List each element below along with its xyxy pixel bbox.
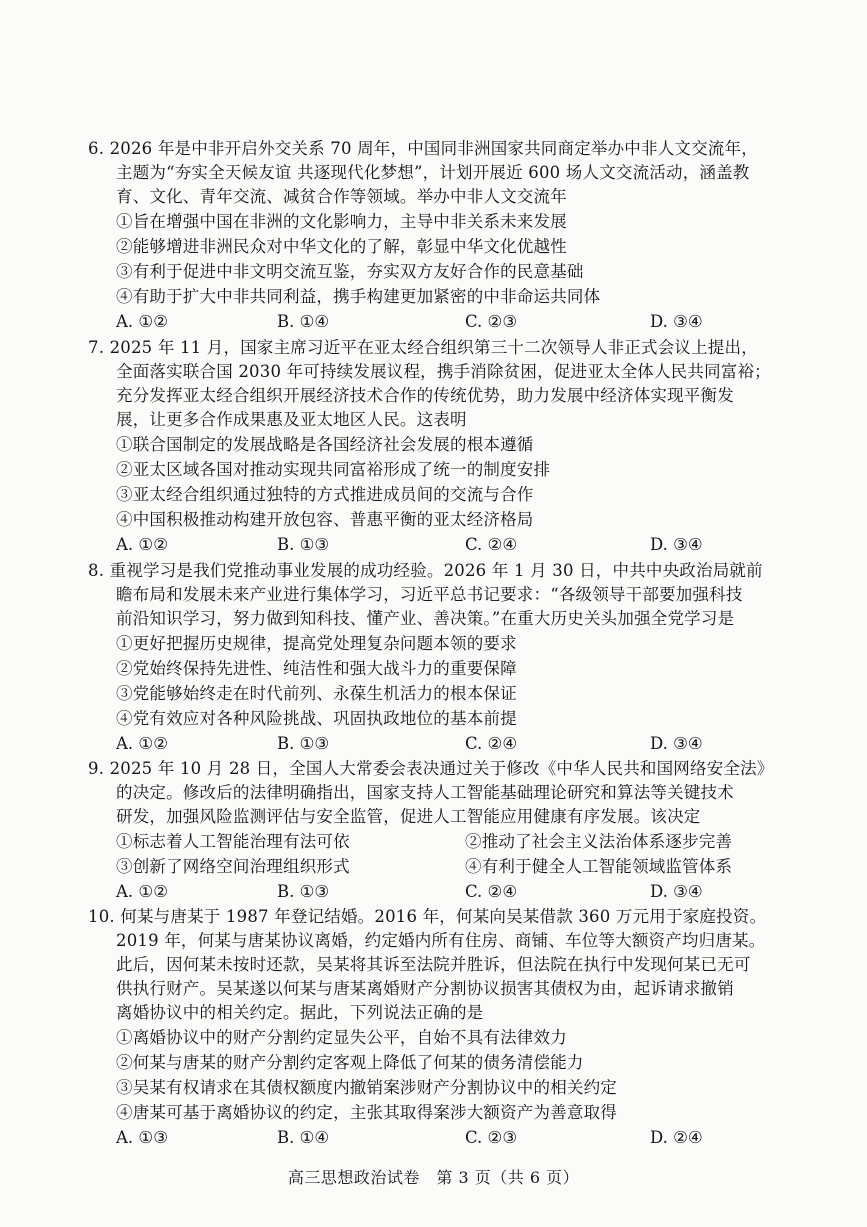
answer-choice-b: B. ①③ — [277, 734, 330, 753]
question-stem-line: 7. 2025 年 11 月，国家主席习近平在亚太经合组织第三十二次领导人非正式会议上提出， — [88, 338, 758, 357]
option-statement: ①标志着人工智能治理有法可依 — [116, 832, 350, 851]
option-statement: ②何某与唐某的财产分割约定客观上降低了何某的债务清偿能力 — [116, 1053, 584, 1072]
option-statement: ①联合国制定的发展战略是各国经济社会发展的根本遵循 — [116, 435, 534, 454]
answer-choice-a: A. ①② — [116, 535, 168, 554]
option-statement: ①旨在增强中国在非洲的文化影响力，主导中非关系未来发展 — [116, 212, 567, 231]
answer-choice-b: B. ①④ — [277, 1128, 330, 1147]
page-footer: 高三思想政治试卷 第 3 页（共 6 页） — [287, 1168, 580, 1187]
answer-choice-b: B. ①③ — [277, 535, 330, 554]
question-stem-line: 主题为“夯实全天候友谊 共逐现代化梦想”，计划开展近 600 场人文交流活动，涵盖教 — [116, 163, 750, 182]
answer-choice-d: D. ②④ — [650, 1128, 703, 1147]
question-stem-line: 2019 年，何某与唐某协议离婚，约定婚内所有住房、商铺、车位等大额资产均归唐某。 — [116, 931, 766, 950]
question-stem-line: 充分发挥亚太经合组织开展经济技术合作的传统优势，助力发展中经济体实现平衡发 — [116, 386, 734, 405]
answer-choice-b: B. ①③ — [277, 882, 330, 901]
answer-choice-a: A. ①② — [116, 312, 168, 331]
answer-choice-a: A. ①② — [116, 734, 168, 753]
option-statement: ②推动了社会主义法治体系逐步完善 — [465, 832, 733, 851]
answer-choice-c: C. ②④ — [465, 535, 518, 554]
answer-choice-c: C. ②④ — [465, 882, 518, 901]
option-statement: ③亚太经合组织通过独特的方式推进成员间的交流与合作 — [116, 485, 534, 504]
question-stem-line: 全面落实联合国 2030 年可持续发展议程，携手消除贫困，促进亚太全体人民共同富裕； — [116, 362, 771, 381]
option-statement: ②能够增进非洲民众对中华文化的了解，彰显中华文化优越性 — [116, 237, 567, 256]
question-stem-line: 的决定。修改后的法律明确指出，国家支持人工智能基础理论研究和算法等关键技术 — [116, 783, 734, 802]
question-stem-line: 9. 2025 年 10 月 28 日，全国人大常委会表决通过关于修改《中华人民共和国网络安全法》 — [88, 759, 774, 778]
answer-choice-c: C. ②③ — [465, 1128, 518, 1147]
option-statement: ①离婚协议中的财产分割约定显失公平，自始不具有法律效力 — [116, 1028, 567, 1047]
option-statement: ③有利于促进中非文明交流互鉴，夯实双方友好合作的民意基础 — [116, 262, 584, 281]
answer-choice-d: D. ③④ — [650, 734, 703, 753]
question-stem-line: 8. 重视学习是我们党推动事业发展的成功经验。2026 年 1 月 30 日，中共中央政治局就前 — [88, 561, 763, 580]
answer-choice-d: D. ③④ — [650, 882, 703, 901]
option-statement: ③创新了网络空间治理组织形式 — [116, 857, 350, 876]
answer-choice-c: C. ②④ — [465, 734, 518, 753]
question-stem-line: 展，让更多合作成果惠及亚太地区人民。这表明 — [116, 410, 467, 429]
answer-choice-a: A. ①③ — [116, 1128, 168, 1147]
answer-choice-d: D. ③④ — [650, 312, 703, 331]
option-statement: ③吴某有权请求在其债权额度内撤销案涉财产分割协议中的相关约定 — [116, 1078, 617, 1097]
option-statement: ②亚太区域各国对推动实现共同富裕形成了统一的制度安排 — [116, 460, 551, 479]
answer-choice-c: C. ②③ — [465, 312, 518, 331]
option-statement: ④中国积极推动构建开放包容、普惠平衡的亚太经济格局 — [116, 510, 534, 529]
option-statement: ①更好把握历史规律，提高党处理复杂问题本领的要求 — [116, 634, 517, 653]
option-statement: ②党始终保持先进性、纯洁性和强大战斗力的重要保障 — [116, 659, 517, 678]
option-statement: ③党能够始终走在时代前列、永葆生机活力的根本保证 — [116, 684, 517, 703]
question-stem-line: 育、文化、青年交流、减贫合作等领域。举办中非人文交流年 — [116, 187, 567, 206]
option-statement: ④有助于扩大中非共同利益，携手构建更加紧密的中非命运共同体 — [116, 287, 601, 306]
answer-choice-d: D. ③④ — [650, 535, 703, 554]
answer-choice-b: B. ①④ — [277, 312, 330, 331]
question-stem-line: 10. 何某与唐某于 1987 年登记结婚。2016 年，何某向吴某借款 360 万元用于家庭投资。 — [88, 907, 767, 926]
question-stem-line: 离婚协议中的相关约定。据此，下列说法正确的是 — [116, 1003, 484, 1022]
question-stem-line: 供执行财产。吴某遂以何某与唐某离婚财产分割协议损害其债权为由，起诉请求撤销 — [116, 979, 734, 998]
question-stem-line: 瞻布局和发展未来产业进行集体学习，习近平总书记要求：“各级领导干部要加强科技 — [116, 585, 743, 604]
question-stem-line: 6. 2026 年是中非开启外交关系 70 周年，中国同非洲国家共同商定举办中非人文交流年， — [88, 139, 758, 158]
answer-choice-a: A. ①② — [116, 882, 168, 901]
question-stem-line: 前沿知识学习，努力做到知科技、懂产业、善决策。”在重大历史关头加强全党学习是 — [116, 609, 735, 628]
question-stem-line: 研发，加强风险监测评估与安全监管，促进人工智能应用健康有序发展。该决定 — [116, 807, 701, 826]
question-stem-line: 此后，因何某未按时还款，吴某将其诉至法院并胜诉，但法院在执行中发现何某已无可 — [116, 955, 751, 974]
option-statement: ④唐某可基于离婚协议的约定，主张其取得案涉大额资产为善意取得 — [116, 1103, 617, 1122]
option-statement: ④党有效应对各种风险挑战、巩固执政地位的基本前提 — [116, 709, 517, 728]
option-statement: ④有利于健全人工智能领域监管体系 — [465, 857, 733, 876]
